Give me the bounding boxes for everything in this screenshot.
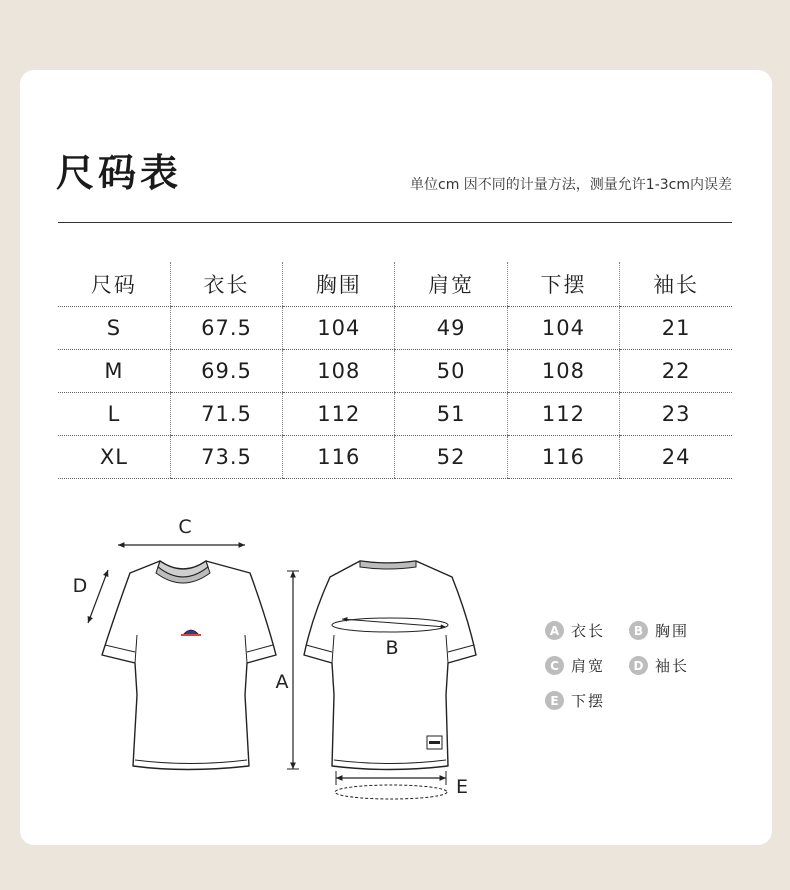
legend-badge: D: [629, 656, 648, 675]
sleeve-arrow: [88, 570, 108, 623]
legend-item: [629, 655, 689, 676]
header-length: 衣长: [170, 262, 282, 307]
header-chest: 胸围: [283, 262, 395, 307]
back-tshirt-illustration: [304, 561, 476, 770]
table-cell: XL: [58, 436, 170, 479]
table-cell: 49: [395, 307, 507, 350]
size-table: [58, 262, 732, 479]
legend-badge: B: [629, 621, 648, 640]
table-cell: 71.5: [170, 393, 282, 436]
table-header-row: [58, 262, 732, 307]
table-cell: 69.5: [170, 350, 282, 393]
legend-label: 衣长: [571, 622, 606, 640]
table-row: [58, 393, 732, 436]
legend-badge: C: [545, 656, 564, 675]
legend-badge: A: [545, 621, 564, 640]
table-row: [58, 436, 732, 479]
table-cell: 23: [620, 393, 732, 436]
table-cell: 108: [507, 350, 619, 393]
table-cell: 116: [507, 436, 619, 479]
label-b: B: [385, 637, 399, 659]
measurement-diagram: [60, 505, 490, 815]
header-size: 尺码: [58, 262, 170, 307]
measurement-note: 单位cm 因不同的计量方法，测量允许1-3cm内误差: [410, 177, 732, 193]
divider: [58, 222, 732, 223]
table-cell: 104: [507, 307, 619, 350]
legend-item: [545, 690, 605, 711]
table-cell: S: [58, 307, 170, 350]
label-e: E: [455, 776, 469, 798]
table-row: [58, 307, 732, 350]
legend-item: [629, 620, 689, 641]
legend-badge: E: [545, 691, 564, 710]
table-cell: 52: [395, 436, 507, 479]
header-sleeve: 袖长: [620, 262, 732, 307]
table-cell: 50: [395, 350, 507, 393]
header-hem: 下摆: [507, 262, 619, 307]
legend-item: [545, 655, 605, 676]
label-a: A: [275, 671, 289, 693]
hem-ellipse: [335, 785, 447, 799]
table-cell: 104: [283, 307, 395, 350]
table-cell: 112: [283, 393, 395, 436]
legend-label: 胸围: [655, 622, 690, 640]
table-cell: 108: [283, 350, 395, 393]
legend-label: 下摆: [571, 692, 606, 710]
legend-label: 袖长: [655, 657, 690, 675]
table-cell: 67.5: [170, 307, 282, 350]
table-cell: 112: [507, 393, 619, 436]
table-cell: M: [58, 350, 170, 393]
legend-item: [545, 620, 605, 641]
header-shoulder: 肩宽: [395, 262, 507, 307]
table-row: [58, 350, 732, 393]
table-cell: 116: [283, 436, 395, 479]
table-cell: 21: [620, 307, 732, 350]
front-tshirt-illustration: [102, 561, 276, 770]
label-c: C: [178, 516, 192, 538]
table-cell: L: [58, 393, 170, 436]
table-cell: 51: [395, 393, 507, 436]
table-cell: 73.5: [170, 436, 282, 479]
label-d: D: [72, 575, 88, 597]
legend-label: 肩宽: [571, 657, 606, 675]
page-title: 尺码表: [56, 151, 183, 195]
table-cell: 24: [620, 436, 732, 479]
table-cell: 22: [620, 350, 732, 393]
